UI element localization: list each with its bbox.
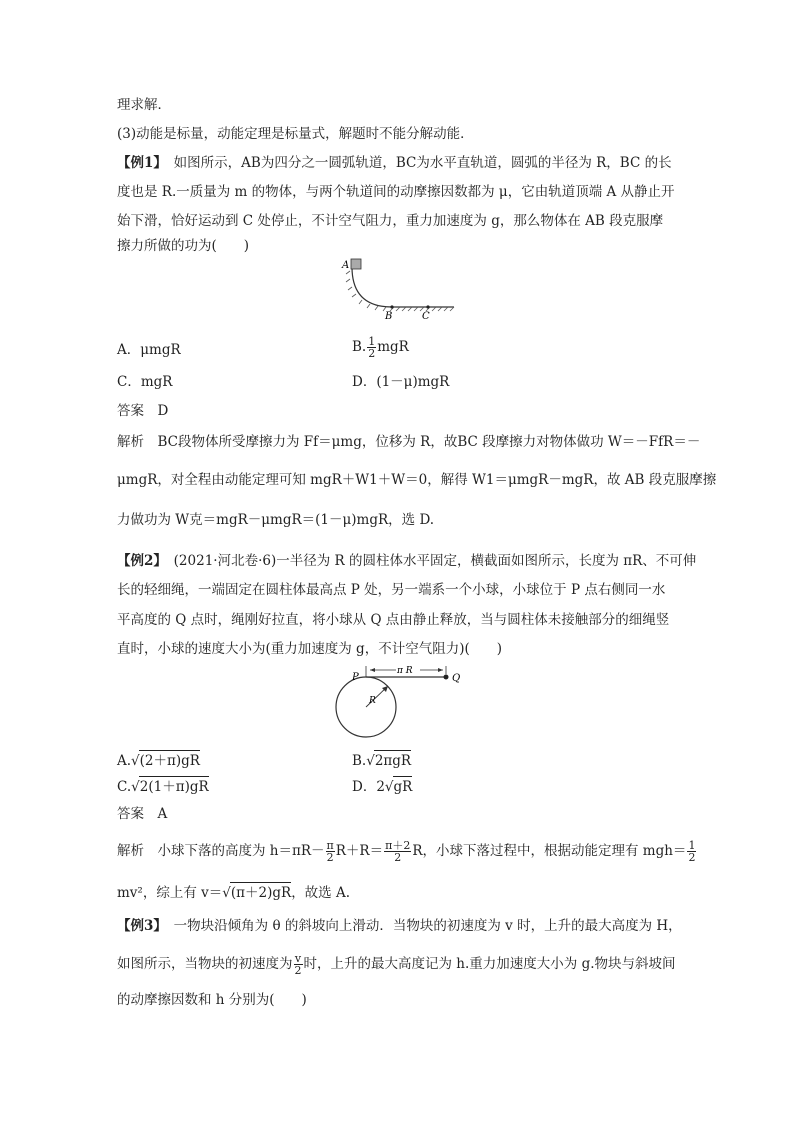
example1-line-2: 度也是 R.一质量为 m 的物体，与两个轨道间的动摩擦因数都为 μ，它由轨道顶端 A 从静止开 bbox=[117, 184, 675, 200]
solution-part-a: 解析 小球下落的高度为 h＝πR－ bbox=[117, 843, 325, 859]
example1-tag: 【例1】 bbox=[117, 155, 161, 171]
example2-line-2: 长的轻细绳，一端固定在圆柱体最高点 P 处，另一端系一个小球，小球位于 P 点右侧同一水 bbox=[117, 582, 666, 598]
option-d-prefix: D．2 bbox=[352, 779, 385, 795]
solution2-part-b: ，故选 A. bbox=[291, 885, 351, 901]
example2-solution-2: mv²，综上有 v＝√(π＋2)gR，故选 A. bbox=[117, 882, 350, 903]
example2-tag: 【例2】 bbox=[117, 553, 161, 569]
example1-line-4: 擦力所做的功为( ) bbox=[117, 238, 250, 254]
example3-line-2 bbox=[117, 947, 676, 981]
intro-line-2: (3)动能是标量，动能定理是标量式，解题时不能分解动能． bbox=[117, 126, 474, 142]
fig2-label-p: P bbox=[352, 672, 359, 683]
example2-option-c: C.√2(1＋π)gR bbox=[117, 776, 209, 797]
example1-answer: 答案 D bbox=[117, 403, 169, 419]
example1-text-1: 如图所示，AB为四分之一圆弧轨道，BC为水平直轨道，圆弧的半径为 R，BC 的长 bbox=[173, 155, 672, 171]
example2-option-d: D．2√gR bbox=[352, 776, 412, 797]
fraction-denominator: 2 bbox=[326, 851, 334, 864]
example1-option-b-prefix: B. bbox=[352, 339, 367, 355]
fig2-label-pir: π R bbox=[397, 666, 413, 676]
fig2-label-r: R bbox=[369, 696, 376, 706]
option-a-prefix: A. bbox=[117, 753, 132, 769]
fraction-denominator: 2 bbox=[394, 851, 402, 864]
fig1-label-b: B bbox=[385, 311, 393, 322]
option-b-radicand: 2πgR bbox=[374, 750, 411, 771]
fig1-label-c: C bbox=[422, 311, 430, 322]
example1-option-b-fraction bbox=[367, 336, 376, 359]
solution2-part-a: mv²，综上有 v＝ bbox=[117, 885, 223, 901]
example1-line-1 bbox=[117, 153, 672, 173]
fraction-numerator: v bbox=[294, 952, 302, 965]
fraction-numerator: π＋2 bbox=[385, 839, 411, 852]
example3-tag: 【例3】 bbox=[117, 918, 161, 934]
example2-text-1: (2021·河北卷·6)一半径为 R 的圆柱体水平固定，横截面如图所示，长度为 πR、不可伸 bbox=[173, 553, 697, 569]
fig2-label-q: Q bbox=[452, 673, 461, 684]
example2-line-3: 平高度的 Q 点时，绳刚好拉直，将小球从 Q 点由静止释放，当与圆柱体未接触部分的细绳竖 bbox=[117, 612, 670, 628]
example2-answer: 答案 A bbox=[117, 806, 168, 822]
option-b-prefix: B. bbox=[352, 753, 367, 769]
example2-option-a: A.√(2＋π)gR bbox=[117, 750, 200, 771]
example2-line-1 bbox=[117, 551, 696, 571]
option-c-radicand: 2(1＋π)gR bbox=[139, 776, 209, 797]
option-d-radicand: gR bbox=[393, 776, 413, 797]
fraction-numerator: π bbox=[326, 839, 334, 852]
fraction-numerator: 1 bbox=[368, 335, 376, 348]
example2-line-4: 直时，小球的速度大小为(重力加速度为 g，不计空气阻力)( ) bbox=[117, 641, 502, 657]
example1-solution-2: μmgR，对全程由动能定理可知 mgR＋W1＋W＝0，解得 W1＝μmgR－mgR，故 AB 段克服摩擦 bbox=[117, 472, 717, 488]
arc-track-figure bbox=[330, 255, 460, 325]
example3-line2-part-b: 时，上升的最大高度记为 h.重力加速度大小为 g.物块与斜坡间 bbox=[303, 956, 676, 972]
example1-option-d: D．(1－μ)mgR bbox=[352, 374, 450, 390]
option-a-radicand: (2＋π)gR bbox=[139, 750, 200, 771]
solution-fraction-3 bbox=[687, 840, 696, 863]
example1-solution-1: 解析 BC段物体所受摩擦力为 Ff＝μmg，位移为 R，故BC 段摩擦力对物体做功 W＝－FfR＝－ bbox=[117, 434, 701, 450]
example1-option-c: C．mgR bbox=[117, 374, 173, 390]
example3-text-1: 一物块沿倾角为 θ 的斜坡向上滑动．当物块的初速度为 v 时，上升的最大高度为 H， bbox=[173, 918, 682, 934]
example3-line-1 bbox=[117, 916, 682, 936]
intro-line-1: 理求解． bbox=[117, 97, 171, 113]
example3-fraction bbox=[294, 953, 303, 976]
example3-line2-part-a: 如图所示，当物块的初速度为 bbox=[117, 956, 293, 972]
solution-fraction-2 bbox=[384, 840, 411, 863]
example2-solution-1 bbox=[117, 834, 697, 868]
solution-fraction-1 bbox=[326, 840, 335, 863]
fig1-label-a: A bbox=[342, 260, 350, 271]
option-c-prefix: C. bbox=[117, 779, 132, 795]
solution-part-b: R＋R＝ bbox=[335, 843, 384, 859]
solution-part-c: R，小球下落过程中，根据动能定理有 mgh＝ bbox=[412, 843, 687, 859]
example1-option-b-suffix: mgR bbox=[377, 339, 409, 355]
example1-option-b bbox=[352, 332, 409, 362]
example3-line-3: 的动摩擦因数和 h 分别为( ) bbox=[117, 992, 307, 1008]
cylinder-figure bbox=[330, 662, 470, 740]
example2-option-b: B.√2πgR bbox=[352, 750, 411, 771]
example1-solution-3: 力做功为 W克＝mgR－μmgR＝(1－μ)mgR，选 D. bbox=[117, 512, 435, 528]
fraction-denominator: 2 bbox=[688, 851, 696, 864]
fraction-numerator: 1 bbox=[688, 839, 696, 852]
solution2-radicand: (π＋2)gR bbox=[230, 882, 291, 903]
example1-line-3: 始下滑，恰好运动到 C 处停止，不计空气阻力，重力加速度为 g，那么物体在 AB 段克服摩 bbox=[117, 213, 664, 229]
example1-option-a: A．μmgR bbox=[117, 342, 181, 358]
fraction-denominator: 2 bbox=[368, 347, 376, 360]
fraction-denominator: 2 bbox=[294, 964, 302, 977]
